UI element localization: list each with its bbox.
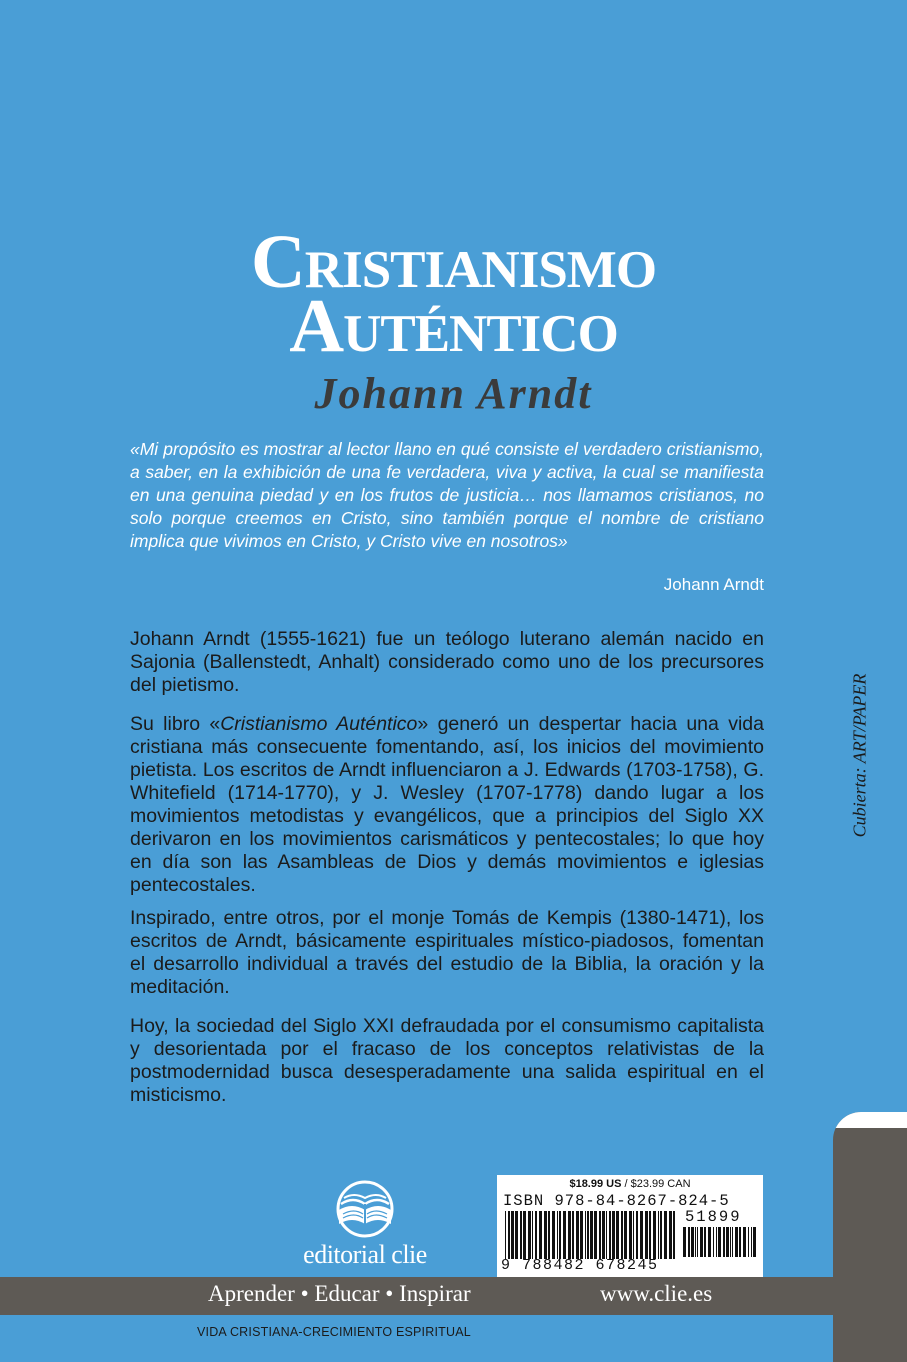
barcode-bar — [572, 1211, 574, 1259]
publisher-logo — [270, 1180, 460, 1270]
barcode-bar — [658, 1211, 659, 1259]
barcode-bar — [602, 1211, 605, 1259]
barcode-bar — [739, 1227, 741, 1257]
book-title-line1: Cristianismo — [250, 220, 657, 304]
spine-tab-highlight — [833, 1112, 907, 1128]
barcode-bar — [590, 1211, 593, 1259]
barcode-bar — [515, 1211, 518, 1259]
barcode-bar — [640, 1211, 643, 1259]
barcode-bar — [713, 1227, 714, 1257]
barcode-bar — [660, 1211, 662, 1259]
barcode-bar — [718, 1227, 721, 1257]
barcode-bar — [511, 1211, 514, 1259]
barcode-bar — [616, 1211, 619, 1259]
barcode-bar — [505, 1211, 506, 1259]
barcode-panel — [497, 1175, 763, 1278]
barcode-bar — [557, 1211, 558, 1259]
barcode-bar — [748, 1227, 749, 1257]
barcode-bar — [726, 1227, 729, 1257]
barcode-bar — [683, 1227, 686, 1257]
publisher-name: editorial clie — [303, 1240, 427, 1269]
publisher-website: www.clie.es — [600, 1281, 713, 1306]
description-paragraph-3: Inspirado, entre otros, por el monje Tomás de Kempis (1380-1471), los escritos de Arndt, básicamente espirituales místico-piadosos, fomentan el desarrollo individual a través del estudio de la Biblia, la oración y la meditación. — [130, 907, 764, 998]
barcode-bar — [580, 1211, 583, 1259]
barcode-bar — [576, 1211, 579, 1259]
barcode-bar — [548, 1211, 550, 1259]
book-category: VIDA CRISTIANA-CRECIMIENTO ESPIRITUAL — [197, 1325, 471, 1339]
barcode-bar — [708, 1227, 711, 1257]
book-globe-logo-icon — [325, 1180, 405, 1238]
barcode-bar — [645, 1211, 648, 1259]
barcode-bar — [730, 1227, 731, 1257]
price-us: $18.99 US — [569, 1178, 622, 1190]
barcode-bar — [688, 1227, 690, 1257]
description-paragraph-4: Hoy, la sociedad del Siglo XXI defraudada por el consumismo capitalista y desorientada por el fracaso de los conceptos relativistas de la postmodernidad busca desesperadamente una salida espiritual en el misticismo. — [130, 1015, 764, 1106]
barcode-bar — [544, 1211, 547, 1259]
barcode-bar — [732, 1227, 733, 1257]
barcode-bar — [594, 1211, 597, 1259]
barcode-bar — [585, 1211, 586, 1259]
barcode-bar — [568, 1211, 571, 1259]
barcode-bar — [653, 1211, 656, 1259]
barcode-bar — [704, 1227, 706, 1257]
ean-number: 9 788482 678245 — [501, 1257, 659, 1274]
author-name: Johann Arndt — [314, 369, 593, 418]
description-paragraph-1: Johann Arndt (1555-1621) fue un teólogo luterano alemán nacido en Sajonia (Ballenstedt, Anhalt) considerado como uno de los precursores del pietismo. — [130, 628, 764, 696]
barcode-bar — [723, 1227, 725, 1257]
barcode-bar — [700, 1227, 703, 1257]
barcode-addon-number: 51899 — [685, 1208, 742, 1226]
barcode-bar — [753, 1227, 756, 1257]
barcode-bar — [624, 1211, 627, 1259]
barcode-bar — [508, 1211, 510, 1259]
price-can: / $23.99 CAN — [621, 1178, 691, 1190]
barcode-bar — [697, 1227, 698, 1257]
barcode-bar — [735, 1227, 738, 1257]
addon-barcode-icon — [683, 1227, 757, 1257]
barcode-bar — [695, 1227, 696, 1257]
barcode-bar — [669, 1211, 672, 1259]
spine-tab — [833, 1112, 907, 1362]
p2-prefix: Su libro « — [130, 713, 221, 735]
barcode-bar — [520, 1211, 522, 1259]
barcode-bar — [563, 1211, 566, 1259]
barcode-bar — [523, 1211, 526, 1259]
isbn-number: ISBN 978-84-8267-824-5 — [503, 1192, 730, 1210]
book-title-line2: Auténtico — [289, 284, 618, 368]
barcode-bar — [751, 1227, 752, 1257]
cover-credit: Cubierta: ART/PAPER — [849, 673, 870, 838]
description-paragraph-2 — [130, 713, 764, 897]
p2-book-title: Cristianismo Auténtico — [220, 713, 418, 735]
price-label — [497, 1178, 763, 1190]
barcode-bar — [532, 1211, 533, 1259]
barcode-bar — [621, 1211, 623, 1259]
barcode-bar — [528, 1211, 531, 1259]
barcode-bar — [636, 1211, 638, 1259]
barcode-bar — [649, 1211, 651, 1259]
quote-attribution: Johann Arndt — [663, 575, 764, 594]
barcode-bar — [633, 1211, 634, 1259]
quote-text: «Mi propósito es mostrar al lector llano en qué consiste el verdadero cristianismo, a saber, en la exhibición de una fe verdadera, viva y activa, la cual se manifiesta en una genuina piedad y en los frutos de justicia… nos llamamos cristianos, no solo porque creemos en Cristo, sino también porque el nombre de cristiano implica que vivimos en Cristo, y Cristo vive en nosotros» — [130, 439, 764, 551]
barcode-bar — [629, 1211, 632, 1259]
ean-barcode-icon — [505, 1211, 677, 1259]
publisher-slogan: Aprender • Educar • Inspirar — [208, 1281, 471, 1306]
p2-rest: » generó un despertar hacia una vida cristiana más consecuente fomentando, así, los inicios del movimiento pietista. Los escritos de Arndt influenciaron a J. Edwards (1703-1758), G. Whitefield (1714-1770), y J. Wesley (1707-1778) dando lugar a los movimientos metodistas y evangélicos, que a principios del Siglo XX derivaron en los movimientos carismáticos y pentecostales; lo que hoy en día son las Asambleas de Dios y demás movimientos e iglesias pentecostales. — [130, 713, 764, 896]
barcode-bar — [664, 1211, 667, 1259]
barcode-bar — [673, 1211, 675, 1259]
barcode-bar — [612, 1211, 615, 1259]
barcode-bar — [691, 1227, 694, 1257]
barcode-bar — [743, 1227, 746, 1257]
barcode-bar — [606, 1211, 607, 1259]
barcode-bar — [587, 1211, 589, 1259]
barcode-bar — [609, 1211, 611, 1259]
barcode-bar — [716, 1227, 717, 1257]
barcode-bar — [535, 1211, 537, 1259]
barcode-bar — [599, 1211, 601, 1259]
barcode-bar — [552, 1211, 555, 1259]
barcode-bar — [539, 1211, 542, 1259]
barcode-bar — [559, 1211, 561, 1259]
